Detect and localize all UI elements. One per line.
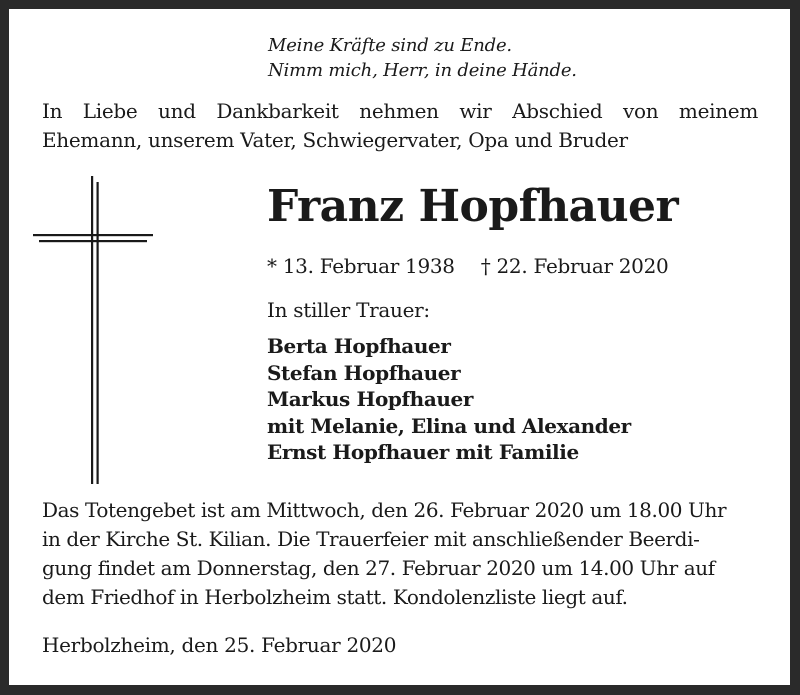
intro-line: Ehemann, unserem Vater, Schwiegervater, Opa und Bruder <box>42 128 628 152</box>
life-dates <box>267 252 668 280</box>
motto-verse <box>268 33 577 83</box>
mourner-name: Markus Hopfhauer <box>267 387 473 411</box>
details-line: dem Friedhof in Herbolzheim statt. Kondolenzliste liegt auf. <box>42 585 628 609</box>
service-details <box>42 496 758 612</box>
obituary-notice <box>9 9 790 685</box>
mourner-name: mit Melanie, Elina und Alexander <box>267 413 631 438</box>
deceased-name: Franz Hopfhauer <box>267 181 679 232</box>
mourners-label: In stiller Trauer: <box>267 298 430 322</box>
details-line: Das Totengebet ist am Mittwoch, den 26. Februar 2020 um 18.00 Uhr <box>42 498 727 522</box>
mourner-name: Ernst Hopfhauer mit Familie <box>267 440 579 464</box>
birth-date: * 13. Februar 1938 <box>267 254 455 278</box>
cross-icon <box>33 176 155 496</box>
death-date: † 22. Februar 2020 <box>480 254 669 278</box>
intro-line: In Liebe und Dankbarkeit nehmen wir Abschied von meinem <box>42 99 758 123</box>
details-line: in der Kirche St. Kilian. Die Trauerfeier mit anschließender Beerdi- <box>42 527 700 551</box>
motto-line: Meine Kräfte sind zu Ende. <box>268 35 512 56</box>
mourners-list <box>267 333 631 466</box>
intro-text <box>42 97 758 155</box>
place-and-date: Herbolzheim, den 25. Februar 2020 <box>42 633 397 657</box>
details-line: gung findet am Donnerstag, den 27. Februar 2020 um 14.00 Uhr auf <box>42 556 715 580</box>
motto-line: Nimm mich, Herr, in deine Hände. <box>268 60 577 81</box>
mourner-name: Stefan Hopfhauer <box>267 360 461 385</box>
mourner-name: Berta Hopfhauer <box>267 334 451 358</box>
